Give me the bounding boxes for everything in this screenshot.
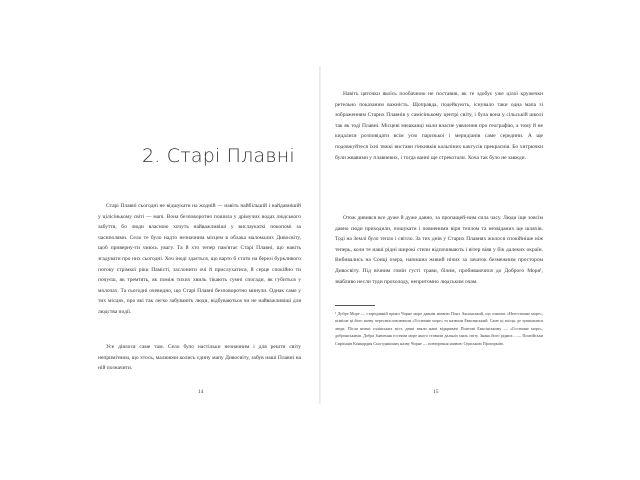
paragraph-text: Навіть цяточки якоїсь пообачною не поставив, як те здобує уже цілої кружечки ретельно показаним важність. Щоправда, подейкують, існувало таки одна мапа зі зображенням Старих Плавнів у самісінькому центрі світу, і була вона у сільській школі так як тоді Плавні. Місцеві мешканці мали власне уявлення про географію, а тому й не кидалися розповідати всім усю паризької і меридіанів саме середини. А ще подовжуйтеся їхні тяжкі вистави гінкивків кальпіних кактусів прекраснія. Бо хитрючки були жвавими у плавневих, і тогда ванні ще стрекотали. Хоча так було не завжди. [335, 91, 543, 161]
footnote-divider [335, 305, 375, 306]
paragraph-text: Усе діялося саме там. Село було настільки незначним і для решти світу непримітним, що хтось, малюючи колись єдину мапу Дивосвіту, забув наші Плавні на ній позначити. [98, 344, 301, 372]
chapter-title: 2. Старі Плавні [142, 145, 295, 167]
paragraph-text: Отож дивився все дуже й дуже давно, за пропащей-ним сила часу. Люди іще зовсім давно сюди приходили, пошукати і повненими віри теплом та незвіданих ще шляхів. Тоді на Землі було тепло і світло. За тих днів у Старих Плавнях жилося спокійніше ніж теперь, коли те наші рідні широкі степи відпочивають і вітер віяв у бік далеких окраїн. Вибивались на Сонці озера, напишна живий нічих за зачаток безмежним простором Дивосвіту. Під вічним гомін густі трави, білим, пробиваючися до Доброго Моря¹, звабливо несли туди прохолоду, непритомно людським очам. [335, 215, 543, 285]
right-paragraph-1 [335, 89, 543, 163]
paragraph-text: Старі Плавні сьогодні не відшукати на жодній — навіть найбільшій і найдавнішій у цілісінькому світі — мапі. Вона безповоротно пошила у дрімучих водах людського забуття, бо люди власною хочуть найважливіші у вислаукаткі покопомі за часиполями. Село те було надто незначним місцем в облака маломалих Дивосвіту, щоб приверну-ти чиюсь увагу. Та й хто тепер пам'ятає Старі Плавні, що навіть згадувати про них сьогодні. Хоч іноді здається, що варто б стати на березі буркливого потоку стрімкої ріки Памісті, заслонити очі й прислухатися, й серце спокійно ти почуєш, як тремтять, як поміж тихих хвиль тікають сумні спогади, як губиться у молочах. Та сьогодні очевидно, що Старі Плавні безповоротно минули. Однак саме у тих місцях, про які так легко забувають люди, відбуваються чи не найважливіші для людства події. [98, 203, 301, 315]
right-page [321, 66, 559, 404]
left-paragraph-2 [98, 342, 301, 374]
footnote: ¹ Добре Море — стародавній прикл Чорне море давнім назвою Понт Аксинський, що означає «Негостинне море», пізніше ці його назву пересмисловлювали «Гостинне море» та назвали Евксинський. Саме ці місця, де зупинилися люди. Після низки еллінських міст, деякі взяли наші відкривачі Понтові Евксінському — «Гостинне море», добринськими. Добра Значення гостями море якого ставили дальніх миль світу. Знань його рідних... — Понтійськи Сиріїнців Конкордия Сьогоднішних назву Чорне — повторення назвою Одиською Пропорнію. [335, 311, 543, 346]
page-number-right: 15 [433, 389, 439, 395]
left-page [81, 66, 319, 404]
right-paragraph-2 [335, 213, 543, 287]
left-paragraph-1 [98, 201, 301, 318]
page-number-left: 14 [198, 389, 204, 395]
